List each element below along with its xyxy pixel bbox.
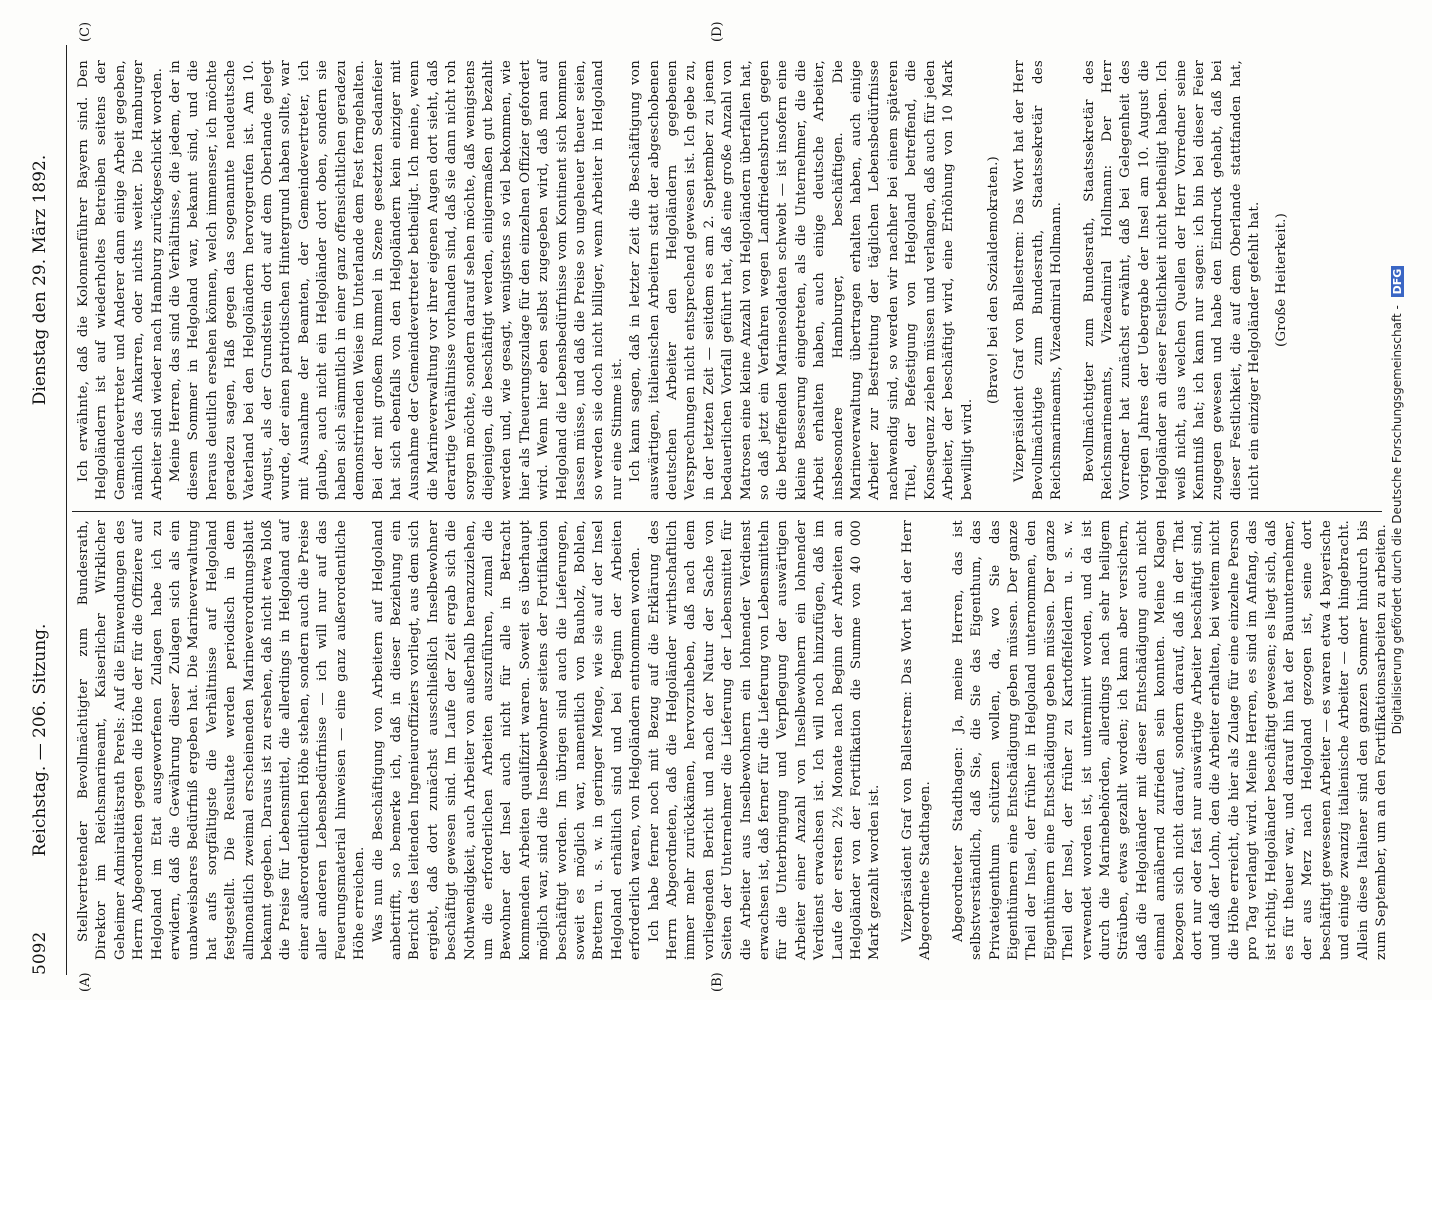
digitization-credit [1390,0,1404,1000]
header-rule [66,45,67,975]
dfg-logo: DFG [1391,266,1404,298]
credit-text: Digitalisierung gefördert durch die Deutsche Forschungsgemeinschaft - [1390,305,1404,735]
margin-mark-b: (B) [710,972,725,992]
paragraph: Abgeordneter Stadthagen: Ja, meine Herren, das ist selbstverständlich, daß Sie, die Sie das Eigenthum, das Privateigenthum schützen wollen, da, wo Sie das Eigenthümern eine Entschädigung geben müssen. Der ganze Theil der Insel, der früher in Helgoland unternommen, den Eigenthümern eine Entschädigung geben müssen. Der ganze Theil der Insel, der früher zu Kartoffelfeldern u. s. w. verwendet worden ist, ist unterminirt worden, und da ist durch die Marinebehörden, allerdings nach sehr heiligem Sträuben, etwas gezahlt worden; ich kann aber versichern, daß die Helgoländer mit dieser Entschädigung auch nicht einmal annähernd zufrieden sein konnten. Meine Klagen bezogen sich nicht darauf, sondern darauf, daß in der That dort nur oder fast nur auswärtige Arbeiter beschäftigt sind, und daß der Lohn, den die Arbeiter erhalten, bei weitem nicht die Höhe erreicht, die hier als Zulage für eine einzelne Person pro Tag verlangt wird. Meine Herren, es sind im Anfang, das ist richtig, Helgoländer beschäftigt gewesen; es liegt sich, daß es für theuer war, und darauf hin hat der Bauunternehmer, der aus Merz nach Helgoland gezogen ist, seine dort beschäftigt gewesenen Arbeiter — es waren etwa 4 bayerische und einige zwanzig italienische Arbeiter — dort hingebracht. Allein diese Italiener sind den ganzen Sommer hindurch bis zum September, um an den Fortifikationsarbeiten zu arbeiten. [950,520,1390,960]
right-column [75,60,1365,500]
running-header [30,45,60,975]
speaker-paragraph: Vizepräsident Graf von Ballestrem: Das Wort hat der Herr Bevollmächtigte zum Bundesrath, Staatssekretär des Reichsmarineamts, Vizeadmiral Hollmann. [1012,60,1065,500]
paragraph: Was nun die Beschäftigung von Arbeitern auf Helgoland anbetrifft, so bemerke ich, daß in dieser Beziehung ein Bericht des leitenden Ingenieuroffiziers vorliegt, aus dem sich ergiebt, daß dort zunächst ausschließlich Inselbewohner beschäftigt gewesen sind. Im Laufe der Zeit ergab sich die Nothwendigkeit, auch Arbeiter von außerhalb heranzuziehen, um die erforderlichen Arbeiten auszuführen, zumal die Bewohner der Insel auch nicht für alle in Betracht kommenden Arbeiten qualifizirt waren. Soweit es überhaupt möglich war, sind die Inselbewohner seitens der Fortifikation beschäftigt worden. Im übrigen sind auch die Lieferungen, soweit es möglich war, namentlich von Bauholz, Bohlen, Brettern u. s. w. in geringer Menge, wie sie auf der Insel Helgoland erhältlich sind und bei Beginn der Arbeiten erforderlich waren, von Helgoländern entnommen worden. [370,520,644,960]
column-divider [72,511,1382,512]
paragraph: Bevollmächtigter zum Bundesrath, Staatssekretär des Reichsmarineamts, Vizeadmiral Hollmann: Der Herr Vorredner hat zunächst erwähnt, daß bei Gelegenheit des vorigen Jahres der Uebergabe der Insel am 10. August die Helgoländer an dieser Festlichkeit nicht betheiligt haben. Ich weiß nicht, aus welchen Quellen der Herr Vorredner seine Kenntniß hat; ich kann nur sagen: ich bin bei dieser Feier zugegen gewesen und habe den Eindruck gehabt, daß bei dieser Festlichkeit, die auf dem Oberlande stattfanden hat, nicht ein einziger Helgoländer gefehlt hat. [1081,60,1263,500]
paragraph: Ich kann sagen, daß in letzter Zeit die Beschäftigung von auswärtigen, italienischen Arbeitern statt der abgeschobenen deutschen Arbeiter den Helgoländern gegebenen Versprechungen nicht entsprechend gewesen ist. Ich gebe zu, in der letzten Zeit — seitdem es am 2. September zu jenem bedauerlichen Vorfall geführt hat, daß eine große Anzahl von Matrosen eine kleine Anzahl von Helgoländern überfallen hat, so daß jetzt ein Verfahren wegen Landfriedensbruch gegen die betreffenden Marinesoldaten schwebt — ist insofern eine kleine Besserung eingetreten, als die Unternehmer, die die Arbeit erhalten haben, auch einige deutsche Arbeiter, insbesondere Hamburger, beschäftigen. Die Marineverwaltung übertragen erhalten haben, auch einige Arbeiter zur Bestreitung der täglichen Lebensbedürfnisse nachwendig sind, so werden wir nachher bei einem späteren Titel, der Befestigung von Helgoland betreffend, die Konsequenz ziehen müssen und verlangen, daß auch für jeden Arbeiter, der beschäftigt wird, eine Erhöhung von 10 Mark bewilligt wird. [628,60,975,500]
stage-direction: (Große Heiterkeit.) [1273,212,1289,348]
paragraph: Meine Herren, das sind die Verhältnisse, die jedem, der in diesem Sommer in Helgoland war, bekannt sind, und die heraus deutlich ersehen können, welch immenser, ich möchte geradezu sagen, Haß gegen das sogenannte neudeutsche Vaterland bei den Helgoländern hervorgerufen ist. Am 10. August, als der Grundstein dort auf dem Oberlande gelegt wurde, der einen patriotischen Hintergrund haben sollte, war mit Ausnahme der Beamten, der Gemeindevertreter, ich glaube, auch nicht ein Helgoländer dort oben, sondern sie haben sich sämmtlich in einer ganz offensichtlichen geradezu demonstrirenden Weise im Unterlande dem Fest ferngehalten. Bei der mit großem Rummel in Szene gesetzten Sedanfeier hat sich ebenfalls von den Helgoländern kein einziger mit Ausnahme der Gemeindevertreter betheiligt. Ich meine, wenn die Marineverwaltung vor ihrer eigenen Augen dort sieht, daß derartige Verhältnisse vorhanden sind, daß sie dann nicht roh sorgen möchte, sondern darauf sehen möchte, daß wenigstens diejenigen, die beschäftigt werden, einigermaßen gut bezahlt werden und, wie gesagt, wenigstens so viel bekommen, wie hier als Theuerungszulage für den einzelnen Offizier gefordert wird. Wenn hier eben selbst zugegeben wird, daß man auf Helgoland die Lebensbedürfnisse vom Kontinent sich kommen lassen müsse, und daß die Preise so ungeheuer theuer seien, so werden sie doch nicht billiger, wenn Arbeiter in Helgoland nur eine Stimme ist. [168,60,625,500]
paragraph: Ich habe ferner noch mit Bezug auf die Erklärung des Herrn Abgeordneten, daß die Helgoländer wirthschaftlich immer mehr zurückkämen, hervorzuheben, daß nach dem vorliegenden Bericht und nach der Natur der Sache von Seiten der Unternehmer die Lieferung der Lebensmittel für die Arbeiter aus Inselbewohnern ein lohnender Verdienst erwachsen ist, daß ferner für die Lieferung von Lebensmitteln für die Unterbringung und Verpflegung der auswärtigen Arbeiter einer Anzahl von Inselbewohnern ein lohnender Verdienst erwachsen ist. Ich will noch hinzufügen, daß im Laufe der ersten 2½ Monate nach Beginn der Arbeiten an Helgoländer von der Fortifikation die Summe von 40 000 Mark gezahlt worden ist. [646,520,883,960]
page-number: 5092 [30,931,50,975]
margin-mark-a: (A) [78,972,93,992]
speaker-paragraph: Vizepräsident Graf von Ballestrem: Das Wort hat der Herr Abgeordnete Stadthagen. [899,520,934,960]
running-title: Reichstag. — 206. Sitzung. [30,623,50,857]
left-column [75,520,1390,960]
paragraph: Ich erwähnte, daß die Kolonnenführer Bayern sind. Den Helgoländern ist auf wiederholtes Betreiben seitens der Gemeindevertreter und Anderer dann einige Arbeit gegeben, nämlich das Ankarren, oder nichts weiter. Die Hamburger Arbeiter sind wieder nach Hamburg zurückgeschickt worden. [76,60,165,500]
stage-direction: (Bravo! bei den Sozialdemokraten.) [985,156,1001,404]
margin-mark-c: (C) [78,21,93,42]
margin-mark-d: (D) [710,21,725,42]
sitting-date: Dienstag den 29. März 1892. [30,154,50,406]
paragraph: Stellvertretender Bevollmächtigter zum Bundesrath, Direktor im Reichsmarineamt, Kaiserlicher Wirklicher Geheimer Admiralitätsrath Perels: Auf die Einwendungen des Herrn Abgeordneten gegen die Höhe der für die Offiziere auf Helgoland im Etat ausgeworfenen Zulagen habe ich zu erwidern, daß die Gewährung dieser Zulagen sich als ein unabweisbares Bedürfniß ergeben hat. Die Marineverwaltung hat aufs sorgfältigste die Verhältnisse auf Helgoland festgestellt. Die Resultate werden periodisch in dem allmonatlich zweimal erscheinenden Marineverordnungsblatt bekannt gegeben. Daraus ist zu ersehen, daß nicht etwa bloß die Preise für Lebensmittel, die allerdings in Helgoland auf einer außerordentlichen Höhe stehen, sondern auch die Preise aller anderen Lebensbedürfnisse — ich will nur auf das Feuerungsmaterial hinweisen — eine ganz außerordentliche Höhe erreichen. [76,520,368,960]
